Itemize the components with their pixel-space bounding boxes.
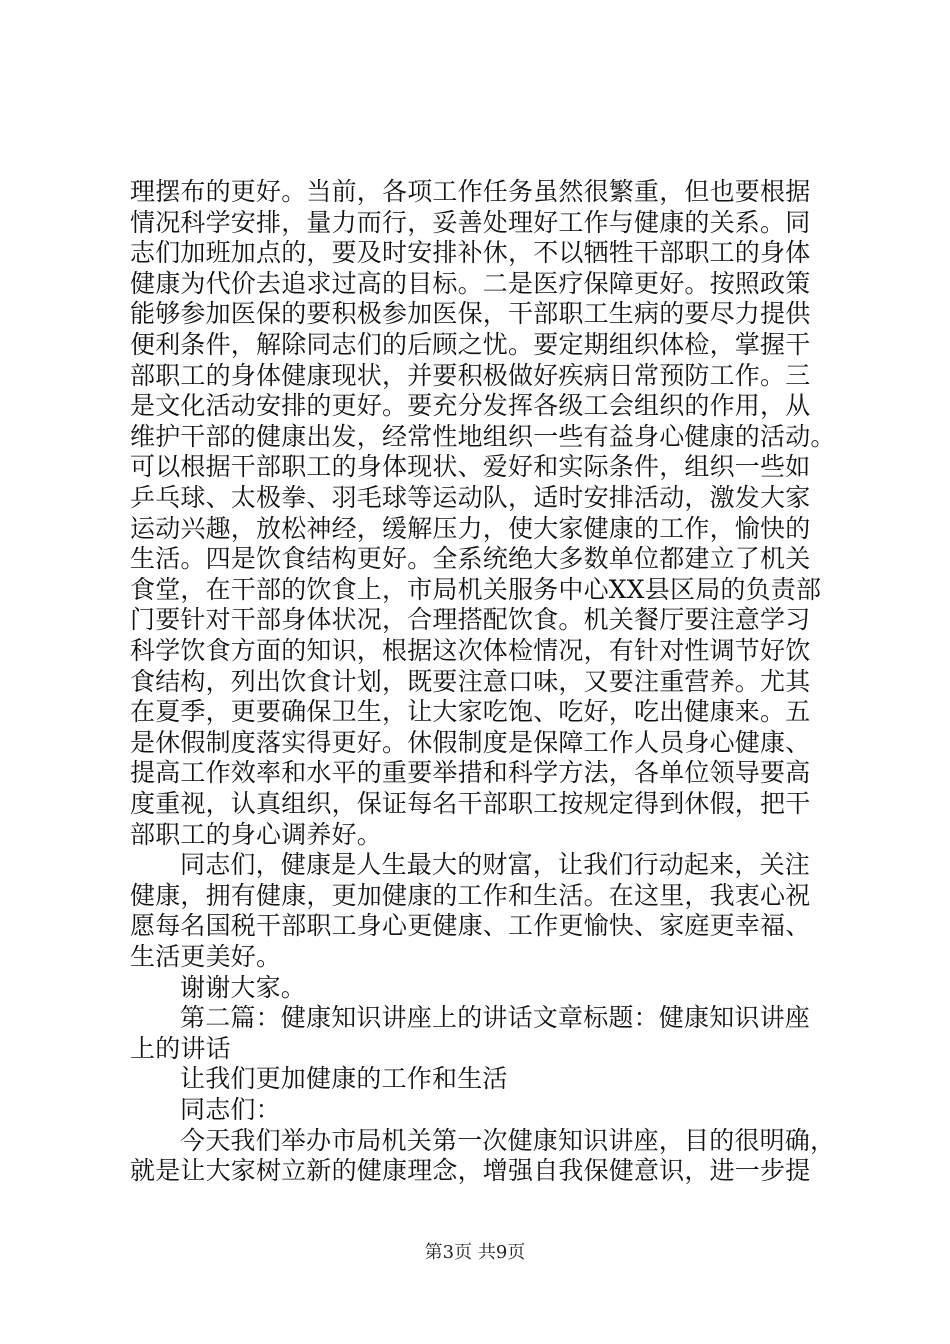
text-line: 门要针对干部身体状况，合理搭配饮食。机关餐厅要注意学习 (130, 605, 811, 635)
text-line: 就是让大家树立新的健康理念，增强自我保健意识，进一步提 (130, 1156, 811, 1186)
text-line: 度重视，认真组织，保证每名干部职工按规定得到休假，把干 (130, 789, 811, 818)
text-line: 部职工的身心调养好。 (130, 819, 383, 849)
text-line: 同志们，健康是人生最大的财富，让我们行动起来，关注 (180, 850, 811, 880)
salutation: 同志们： (180, 1095, 281, 1124)
text-line: 食结构，列出饮食计划，既要注意口味，又要注重营养。尤其 (130, 666, 811, 696)
text-line: 乒乓球、太极拳、羽毛球等运动队，适时安排活动，激发大家 (130, 483, 811, 512)
text-line: 提高工作效率和水平的重要举措和科学方法，各单位领导要高 (130, 758, 811, 788)
text-line: 科学饮食方面的知识，根据这次体检情况，有针对性调节好饮 (130, 636, 811, 665)
speech-subtitle: 让我们更加健康的工作和生活 (180, 1064, 508, 1094)
text-line: 理摆布的更好。当前，各项工作任务虽然很繁重，但也要根据 (130, 177, 811, 206)
text-line: 可以根据干部职工的身体现状、爱好和实际条件，组织一些如 (130, 452, 811, 482)
text-line: 志们加班加点的，要及时安排补休，不以牺牲干部职工的身体 (130, 238, 811, 268)
text-line: 能够参加医保的要积极参加医保，干部职工生病的要尽力提供 (130, 299, 811, 329)
text-line: 谢谢大家。 (180, 972, 307, 1002)
section-heading: 第二篇：健康知识讲座上的讲话文章标题：健康知识讲座 (180, 1003, 811, 1033)
text-line: 是文化活动安排的更好。要充分发挥各级工会组织的作用，从 (130, 391, 811, 421)
text-line: 情况科学安排，量力而行，妥善处理好工作与健康的关系。同 (130, 207, 811, 237)
text-line: 生活更美好。 (130, 942, 282, 971)
text-line: 维护干部的健康出发，经常性地组织一些有益身心健康的活动。 (130, 421, 836, 451)
text-line: 是休假制度落实得更好。休假制度是保障工作人员身心健康、 (130, 727, 811, 757)
section-heading: 上的讲话 (130, 1033, 231, 1063)
text-line: 在夏季，更要确保卫生，让大家吃饱、吃好，吃出健康来。五 (130, 697, 811, 727)
text-line: 运动兴趣，放松神经，缓解压力，使大家健康的工作，愉快的 (130, 513, 811, 543)
text-line: 今天我们举办市局机关第一次健康知识讲座，目的很明确， (180, 1125, 836, 1155)
text-line: 食堂，在干部的饮食上，市局机关服务中心XX县区局的负责部 (130, 574, 822, 604)
text-line: 愿每名国税干部职工身心更健康、工作更愉快、家庭更幸福、 (130, 911, 811, 941)
text-line: 部职工的身体健康现状，并要积极做好疾病日常预防工作。三 (130, 360, 811, 390)
page-number-footer: 第3页 共9页 (424, 1242, 526, 1263)
text-line: 健康为代价去追求过高的目标。二是医疗保障更好。按照政策 (130, 268, 811, 298)
text-line: 健康，拥有健康，更加健康的工作和生活。在这里，我衷心祝 (130, 880, 811, 910)
text-line: 生活。四是饮食结构更好。全系统绝大多数单位都建立了机关 (130, 544, 811, 574)
text-line: 便利条件，解除同志们的后顾之忧。要定期组织体检，掌握干 (130, 330, 811, 359)
